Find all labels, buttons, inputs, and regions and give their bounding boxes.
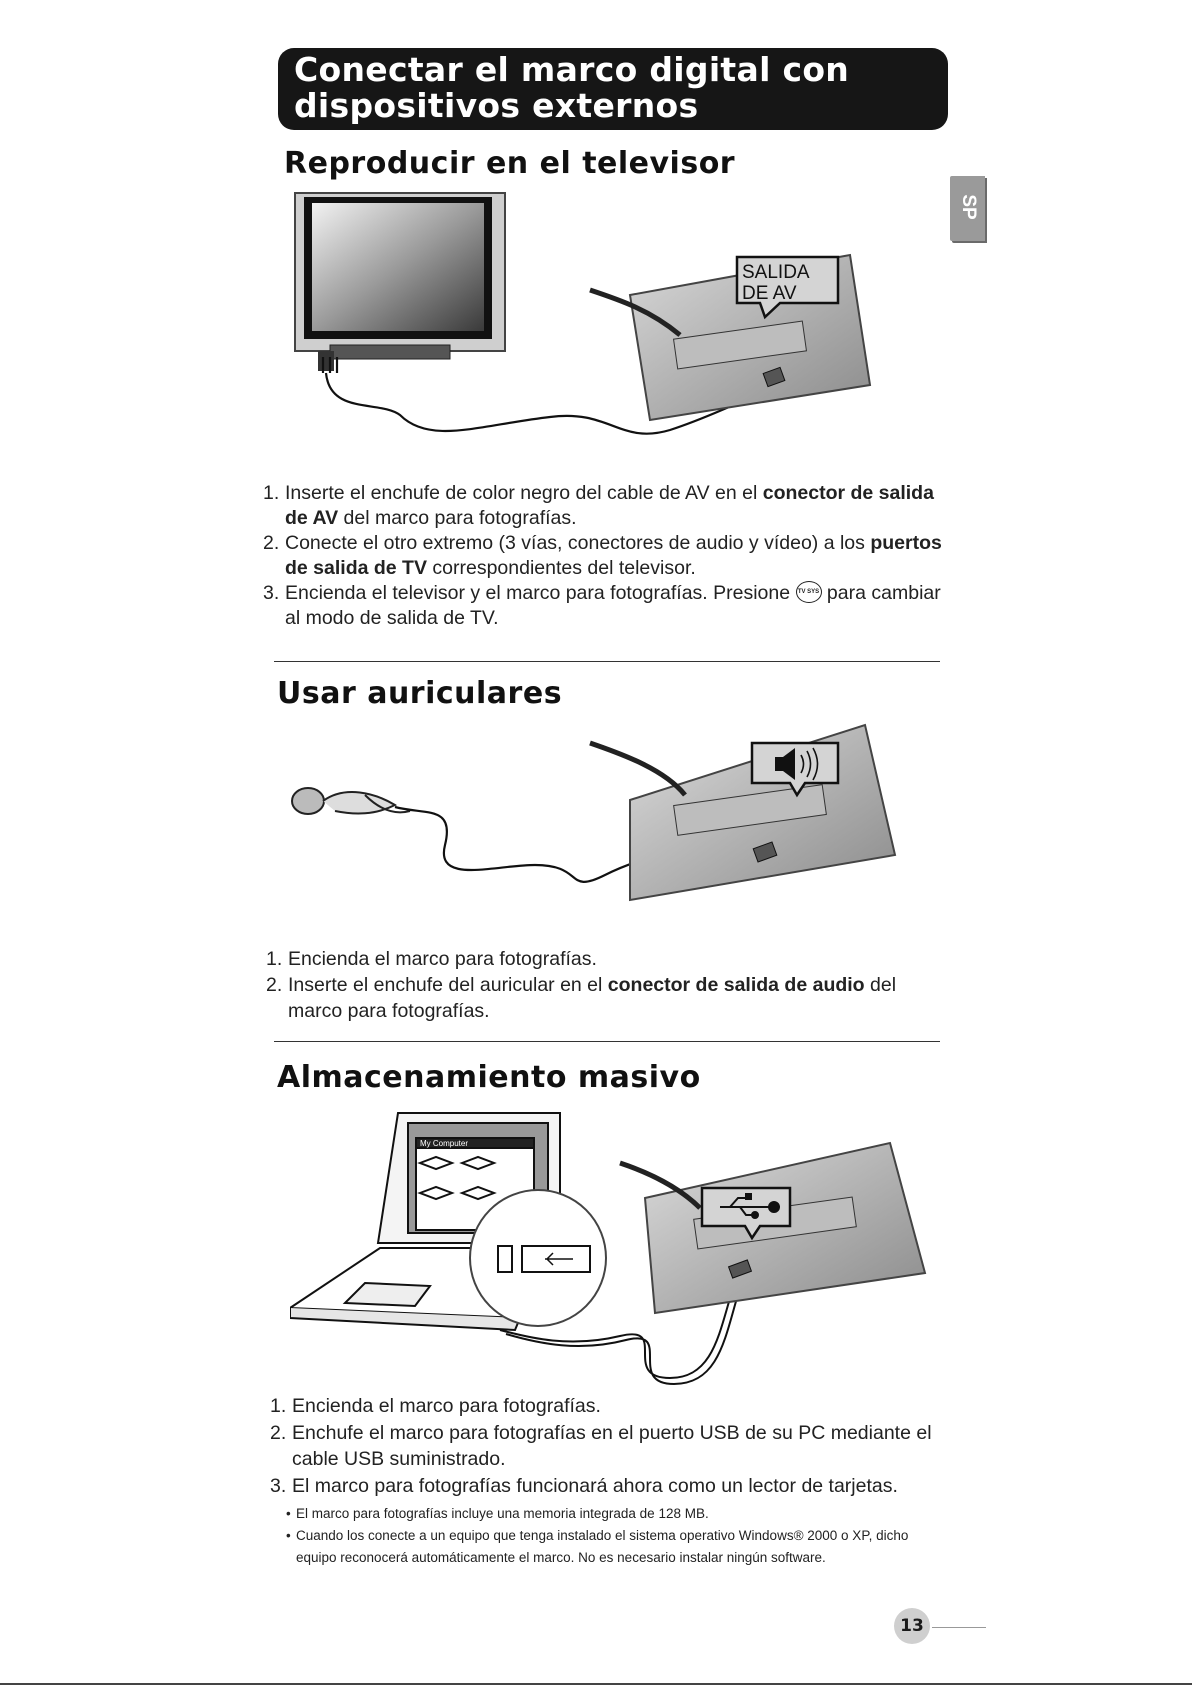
list-item: [266, 946, 928, 972]
screen-label: My Computer: [420, 1139, 469, 1148]
language-tab-label: SP: [958, 194, 979, 220]
step-text: Inserte el enchufe del auricular en el: [288, 974, 608, 996]
list-item: [270, 1473, 942, 1500]
step-number: 1.: [263, 482, 280, 504]
step-number: 2.: [263, 532, 280, 554]
step-text: Encienda el marco para fotografías.: [292, 1395, 601, 1417]
av-callout-line2: DE AV: [742, 283, 797, 304]
step-text: Encienda el televisor y el marco para fotografías. Presione: [285, 582, 796, 604]
list-item: [266, 972, 928, 1024]
step-text: El marco para fotografías funcionará ahora como un lector de tarjetas.: [292, 1474, 898, 1497]
list-item: [263, 531, 945, 581]
step-emphasis: conector de salida de AV: [285, 482, 934, 529]
list-item: [270, 1420, 942, 1473]
headphones-illustration: [285, 715, 905, 905]
step-text: Enchufe el marco para fotografías en el puerto USB de su PC mediante el cable USB suministrado.: [292, 1421, 932, 1470]
page-number-rule: [932, 1627, 986, 1628]
step-number: 3.: [270, 1474, 287, 1497]
step-number: 3.: [263, 582, 280, 604]
note-item: • Cuando los conecte a un equipo que tenga instalado el sistema operativo Windows® 2000 o XP, dicho equipo reconocerá automáticamente el marco. No es necesario instalar ningún software.: [286, 1525, 926, 1569]
list-item: [263, 481, 945, 531]
language-tab: [950, 176, 985, 241]
usb-zoom-circle: [470, 1190, 606, 1326]
notes-list: [286, 1503, 926, 1569]
section-divider: [274, 1041, 940, 1042]
page-number: 13: [894, 1608, 930, 1644]
page-title: Conectar el marco digital con dispositivos externos: [294, 50, 850, 125]
step-text: Inserte el enchufe de color negro del cable de AV en el: [285, 482, 763, 504]
photo-frame-icon: [590, 725, 895, 900]
step-text-end: correspondientes del televisor.: [426, 557, 696, 579]
earphone-icon: [292, 788, 410, 814]
photo-frame-icon: [620, 1143, 925, 1313]
tv-sys-button-icon: TV SYS: [796, 581, 822, 603]
step-text-end: del marco para fotografías.: [338, 507, 577, 529]
av-callout-line1: SALIDA: [742, 262, 810, 283]
mass-storage-illustration: [290, 1108, 930, 1388]
section-heading-mass-storage: Almacenamiento masivo: [277, 1060, 701, 1095]
step-number: 2.: [266, 974, 283, 996]
step-emphasis: puertos de salida de TV: [285, 532, 942, 579]
section-heading-headphones: Usar auriculares: [277, 676, 563, 711]
list-item: [263, 581, 945, 631]
section-heading-tv: Reproducir en el televisor: [284, 146, 736, 181]
tv-steps-list: [263, 481, 945, 631]
tv-icon: [295, 193, 505, 371]
mass-storage-steps-list: [270, 1393, 942, 1499]
headphones-steps-list: [266, 946, 928, 1024]
note-item: • El marco para fotografías incluye una memoria integrada de 128 MB.: [286, 1503, 926, 1525]
step-text: Encienda el marco para fotografías.: [288, 948, 597, 970]
step-number: 1.: [270, 1395, 287, 1417]
tv-connection-illustration: [290, 185, 890, 460]
section-divider: [274, 661, 940, 662]
list-item: [270, 1393, 942, 1420]
step-text: Conecte el otro extremo (3 vías, conectores de audio y vídeo) a los: [285, 532, 871, 554]
title-banner: [278, 48, 948, 130]
step-number: 2.: [270, 1421, 287, 1444]
step-text-end: para cambiar al modo de salida de TV.: [285, 582, 941, 629]
step-text-end: del marco para fotografías.: [288, 974, 897, 1022]
step-emphasis: conector de salida de audio: [607, 974, 865, 996]
step-number: 1.: [266, 948, 283, 970]
